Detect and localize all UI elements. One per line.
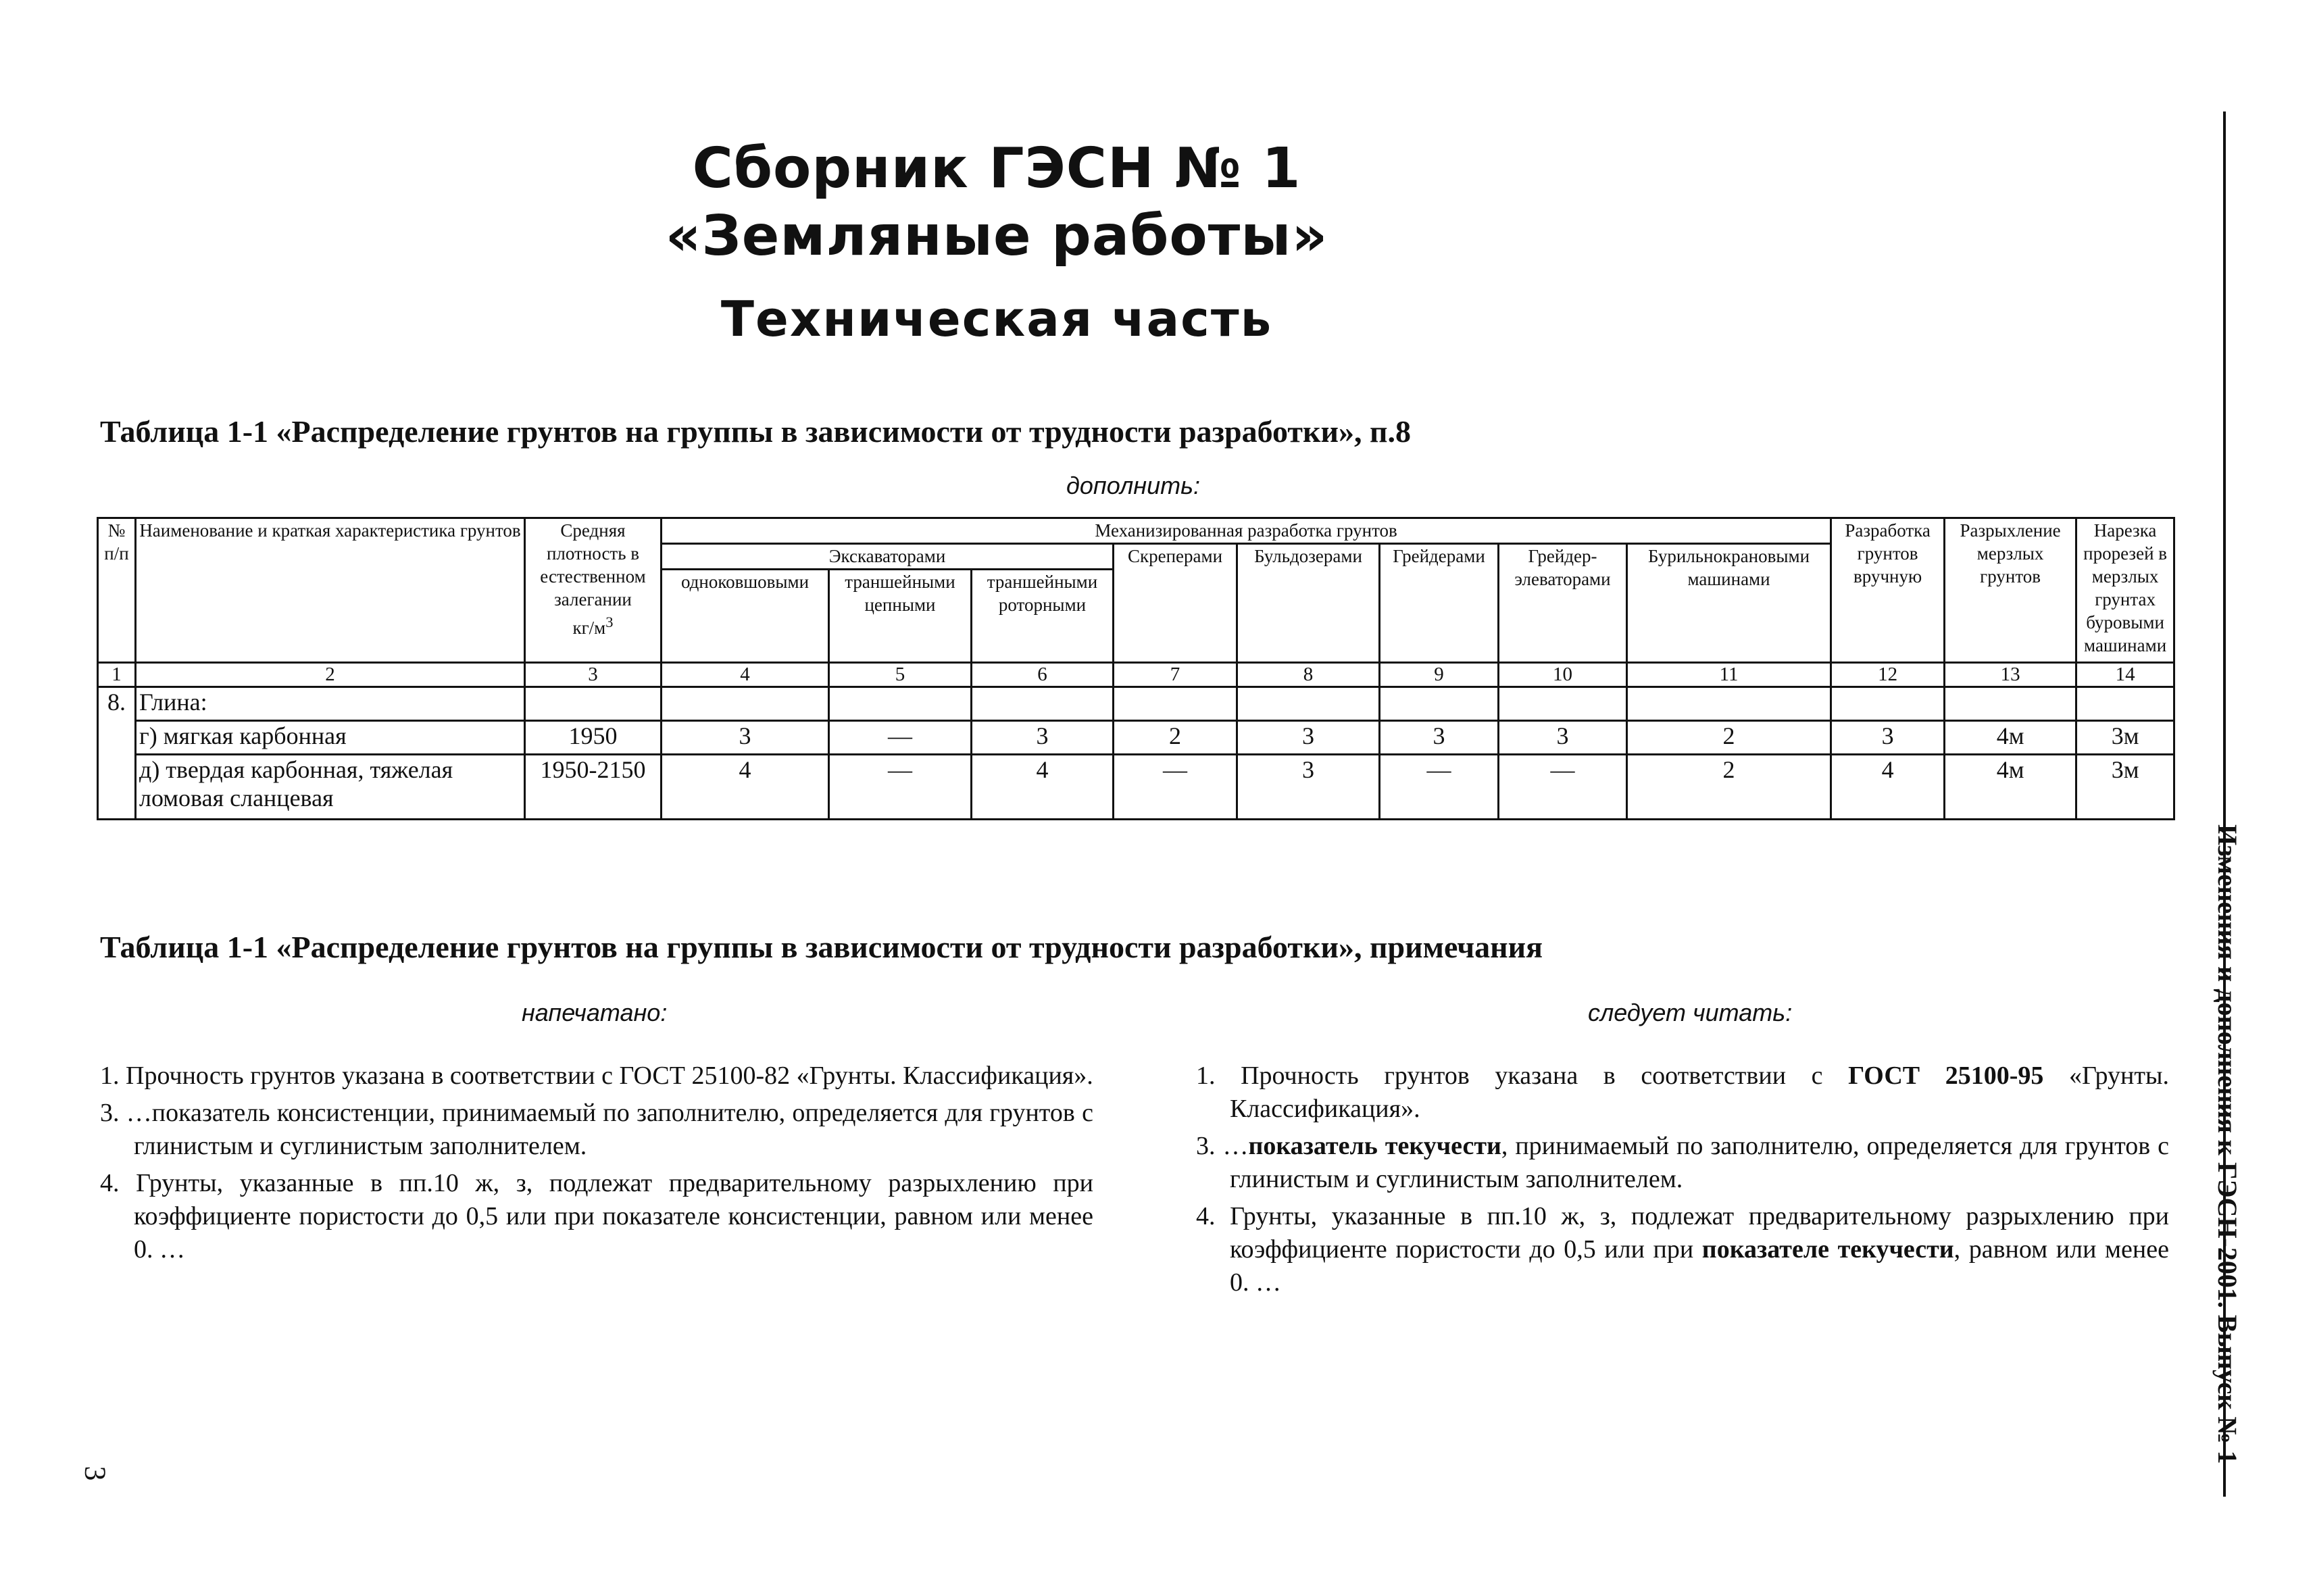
header-density-text: Средняя плотность в естественном залегании — [540, 520, 646, 609]
table-row — [98, 687, 2174, 721]
table-cell: — — [1380, 755, 1499, 820]
header-excavators: Экскаваторами — [662, 544, 1114, 570]
column-number: 4 — [662, 663, 829, 687]
table-cell: 2 — [1627, 721, 1831, 755]
header-loosening: Разрыхление мерзлых грунтов — [1945, 518, 2076, 663]
should-read-label: следует читать: — [1588, 999, 1793, 1026]
column-number: 6 — [972, 663, 1114, 687]
table-cell: 1950-2150 — [525, 755, 662, 820]
table-cell: 4 — [972, 755, 1114, 820]
printed-note: 1. Прочность грунтов указана в соответствии с ГОСТ 25100-82 «Грунты. Классификация». — [100, 1062, 1093, 1090]
header-trench-chain: траншейными цепными — [829, 570, 972, 663]
column-number: 11 — [1627, 663, 1831, 687]
column-number: 10 — [1499, 663, 1627, 687]
table-cell: — — [829, 755, 972, 820]
header-density-unit-sup: 3 — [605, 614, 614, 630]
table-cell: 4 — [1831, 755, 1945, 820]
soil-name: г) мягкая карбонная — [136, 721, 525, 755]
header-trench-rotor: траншейными роторными — [972, 570, 1114, 663]
header-density-unit: кг/м — [572, 618, 606, 638]
header-density — [525, 518, 662, 663]
table-cell: 4 — [662, 755, 829, 820]
printed-label: напечатано: — [522, 999, 668, 1026]
side-caption: Изменения и дополнения к ГЭСН-2001. Выпуск № 1 — [2212, 824, 2243, 1464]
table-cell: — — [829, 721, 972, 755]
header-mechanized: Механизированная разработка грунтов — [662, 518, 1831, 544]
table-cell: 3 — [1831, 721, 1945, 755]
column-number: 12 — [1831, 663, 1945, 687]
table-cell: 3 — [1237, 721, 1380, 755]
header-manual: Разработка грунтов вручную — [1831, 518, 1945, 663]
header-grader-elevators: Грейдер-элеваторами — [1499, 544, 1627, 663]
column-number: 8 — [1237, 663, 1380, 687]
corrected-notes — [1196, 1059, 2169, 1303]
column-number: 1 — [98, 663, 136, 687]
header-name: Наименование и краткая характеристика грунтов — [136, 518, 525, 663]
corrected-note: 4. Грунты, указанные в пп.10 ж, з, подлежат предварительному разрыхлению при коэффициенте пористости до 0,5 или при показателе текучести, равном или менее 0. … — [1196, 1202, 2169, 1297]
header-cutting: Нарезка прорезей в мерзлых грунтах буровыми машинами — [2076, 518, 2174, 663]
header-drill-crane: Бурильнокрановыми машинами — [1627, 544, 1831, 663]
printed-note: 4. Грунты, указанные в пп.10 ж, з, подлежат предварительному разрыхлению при коэффициенте пористости до 0,5 или при показателе консистенции, равном или менее 0. … — [100, 1169, 1093, 1264]
table-cell: 3м — [2076, 755, 2174, 820]
row-number: 8. — [98, 687, 136, 721]
header-graders: Грейдерами — [1380, 544, 1499, 663]
column-number: 3 — [525, 663, 662, 687]
corrected-note: 1. Прочность грунтов указана в соответствии с ГОСТ 25100-95 «Грунты. Классификация». — [1196, 1062, 2169, 1123]
collection-title-line2: «Земляные работы» — [665, 204, 1328, 268]
table-cell: — — [1114, 755, 1237, 820]
header-number: № п/п — [98, 518, 136, 663]
header-scrapers: Скреперами — [1114, 544, 1237, 663]
table-cell: 3 — [1380, 721, 1499, 755]
printed-note: 3. …показатель консистенции, принимаемый по заполнителю, определяется для грунтов с глинистым и суглинистым заполнителем. — [100, 1099, 1093, 1160]
table-row — [98, 755, 2174, 820]
column-number: 13 — [1945, 663, 2076, 687]
printed-notes — [100, 1059, 1093, 1270]
table-cell: 3 — [662, 721, 829, 755]
table-cell: 2 — [1114, 721, 1237, 755]
group-name: Глина: — [136, 687, 525, 721]
table-cell: 3 — [1499, 721, 1627, 755]
corrected-note: 3. …показатель текучести, принимаемый по заполнителю, определяется для грунтов с глинистым и суглинистым заполнителем. — [1196, 1132, 2169, 1193]
table-cell: 4м — [1945, 721, 2076, 755]
collection-title-line1: Сборник ГЭСН № 1 — [692, 136, 1301, 201]
table-cell: 3м — [2076, 721, 2174, 755]
notes-section-heading: Таблица 1-1 «Распределение грунтов на группы в зависимости от трудности разработки», примечания — [100, 930, 1543, 964]
column-number: 2 — [136, 663, 525, 687]
header-single-bucket: одноковшовыми — [662, 570, 829, 663]
table-cell: 3 — [1237, 755, 1380, 820]
column-number: 14 — [2076, 663, 2174, 687]
collection-title — [0, 135, 1993, 270]
table-cell: 3 — [972, 721, 1114, 755]
table-section-heading: Таблица 1-1 «Распределение грунтов на группы в зависимости от трудности разработки», п.8 — [100, 414, 1412, 449]
supplement-label: дополнить: — [1066, 472, 1201, 499]
part-title: Техническая часть — [720, 291, 1273, 347]
table-row — [98, 721, 2174, 755]
table-cell: — — [1499, 755, 1627, 820]
table-cell: 4м — [1945, 755, 2076, 820]
page-number: 3 — [78, 1466, 112, 1481]
table-cell: 2 — [1627, 755, 1831, 820]
column-number-row — [98, 663, 2174, 687]
soil-groups-table — [97, 517, 2175, 820]
header-bulldozers: Бульдозерами — [1237, 544, 1380, 663]
column-number: 7 — [1114, 663, 1237, 687]
soil-name: д) твердая карбонная, тяжелая ломовая сланцевая — [136, 755, 525, 820]
table-cell: 1950 — [525, 721, 662, 755]
column-number: 5 — [829, 663, 972, 687]
column-number: 9 — [1380, 663, 1499, 687]
